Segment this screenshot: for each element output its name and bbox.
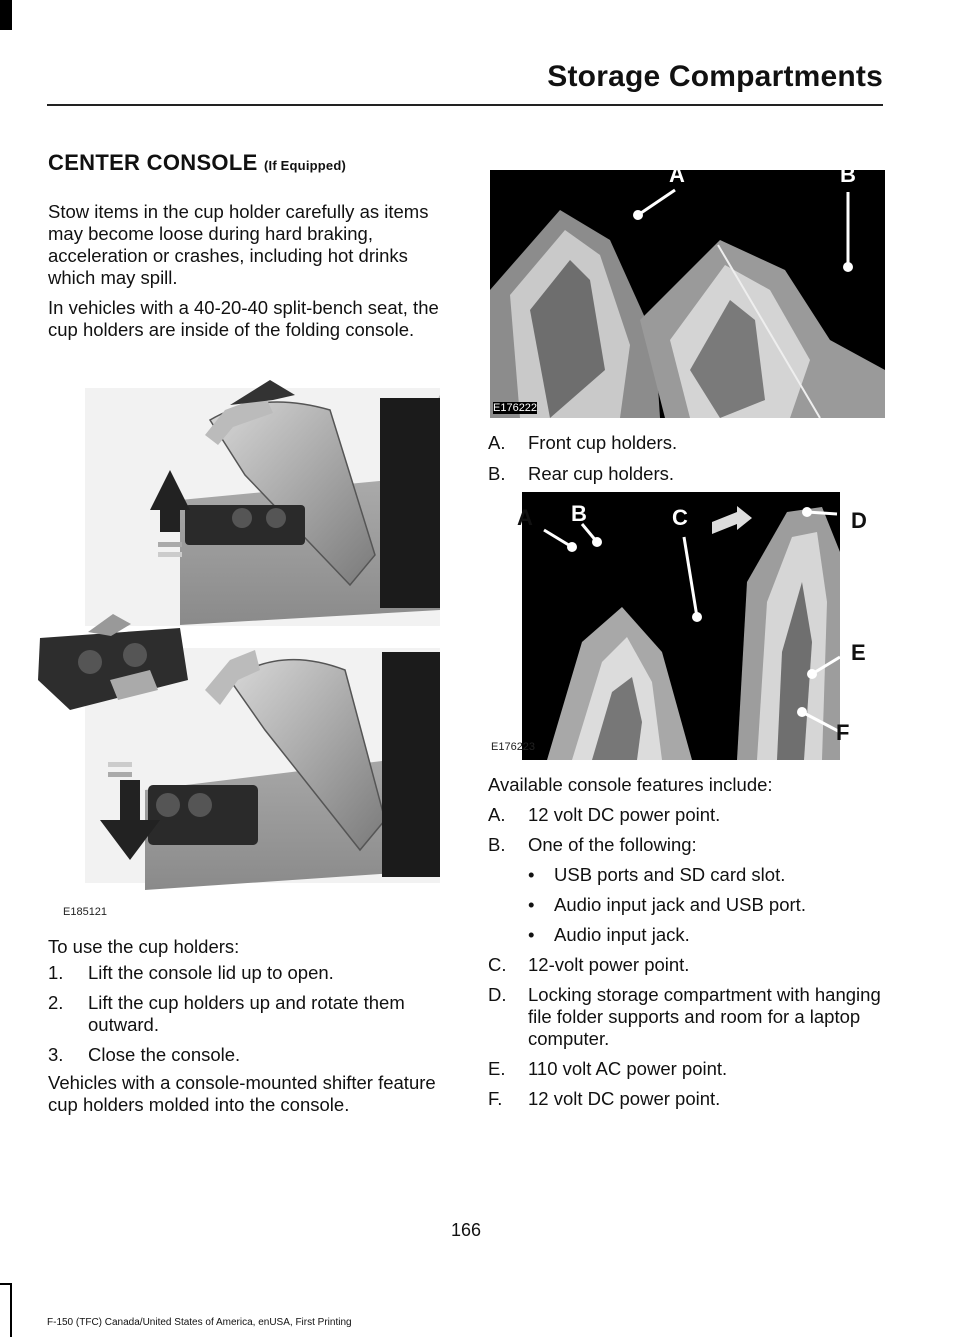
list-item-number: 2. [48, 992, 64, 1013]
list-item-text: Rear cup holders. [528, 463, 675, 484]
list-item-text: Close the console. [88, 1044, 241, 1065]
section-title [48, 150, 346, 176]
callout-label: A [517, 505, 533, 530]
callout-label: F [836, 720, 850, 745]
list-item-text: Lift the cup holders up and rotate them outward. [88, 992, 405, 1035]
page-number: 166 [450, 1220, 482, 1240]
callout-label: C [672, 505, 688, 530]
crop-mark [0, 28, 12, 30]
list-item-text: Audio input jack and USB port. [554, 894, 806, 915]
figure1-legend [488, 432, 888, 493]
bullet-glyph: • [528, 924, 535, 945]
list-item-letter: A. [488, 804, 506, 825]
bullet-item [488, 924, 888, 946]
list-item-text: One of the following: [528, 834, 697, 855]
list-item [488, 834, 888, 856]
list-item [488, 984, 888, 1050]
figure-code: E176223 [491, 741, 536, 753]
page-footer: F-150 (TFC) Canada/United States of America, enUSA, First Printing [47, 1317, 352, 1328]
list-item-text: Lift the console lid up to open. [88, 962, 334, 983]
list-item [488, 1088, 888, 1110]
console-illustration-svg [30, 380, 445, 915]
list-item-number: 3. [48, 1044, 64, 1065]
crop-mark [10, 0, 12, 28]
paragraph: In vehicles with a 40-20-40 split-bench seat, the cup holders are inside of the folding console. [48, 297, 439, 340]
bullet-item [488, 864, 888, 886]
callout-label: B [840, 162, 856, 187]
list-item [488, 432, 888, 454]
list-item-letter: D. [488, 984, 507, 1005]
paragraph: Vehicles with a console-mounted shifter feature cup holders molded into the console. [48, 1072, 436, 1115]
paragraph: To use the cup holders: [48, 936, 240, 957]
features-list [488, 804, 888, 1118]
list-item-text: 110 volt AC power point. [528, 1058, 728, 1079]
header-rule [47, 104, 883, 106]
list-item-letter: F. [488, 1088, 503, 1109]
list-item [488, 954, 888, 976]
list-item-text: 12 volt DC power point. [528, 1088, 721, 1109]
console-features-photo [522, 492, 840, 760]
cup-holders-photo [490, 170, 885, 418]
paragraph: Stow items in the cup holder carefully as items may become loose during hard braking, acceleration or crashes, including hot drinks which may spill. [48, 201, 429, 288]
bullet-glyph: • [528, 864, 535, 885]
figure-code: E176222 [493, 402, 538, 414]
crop-mark [10, 1285, 12, 1337]
callout-label: D [851, 508, 867, 533]
features-intro: Available console features include: [488, 774, 773, 795]
crop-mark [0, 0, 10, 28]
list-item-text: Audio input jack. [554, 924, 690, 945]
list-item [488, 1058, 888, 1080]
bullet-glyph: • [528, 894, 535, 915]
list-item-text: 12-volt power point. [528, 954, 690, 975]
bullet-item [488, 894, 888, 916]
list-item-letter: B. [488, 834, 506, 855]
list-item-number: 1. [48, 962, 64, 983]
section-title-qualifier: (If Equipped) [263, 158, 347, 173]
list-item [48, 992, 450, 1036]
console-features-photo-svg [522, 492, 840, 760]
list-item [48, 1044, 450, 1066]
callout-label: B [571, 501, 587, 526]
callout-label: A [669, 162, 685, 187]
list-item-text: Front cup holders. [528, 432, 678, 453]
steps-list [48, 962, 450, 1074]
cup-holders-photo-svg [490, 170, 885, 418]
list-item-letter: B. [488, 463, 506, 484]
callout-label: E [851, 640, 866, 665]
list-item-text: 12 volt DC power point. [528, 804, 721, 825]
list-item-text: Locking storage compartment with hanging file folder supports and room for a laptop computer. [528, 984, 881, 1049]
crop-mark [0, 1283, 12, 1285]
list-item-letter: C. [488, 954, 507, 975]
list-item-letter: A. [488, 432, 506, 453]
console-illustration [30, 380, 445, 915]
list-item [488, 804, 888, 826]
list-item [48, 962, 450, 984]
list-item-text: USB ports and SD card slot. [554, 864, 786, 885]
page-header-title: Storage Compartments [547, 60, 883, 93]
list-item-letter: E. [488, 1058, 506, 1079]
figure-code: E185121 [63, 906, 108, 918]
section-title-text: CENTER CONSOLE [48, 150, 258, 175]
list-item [488, 463, 888, 485]
